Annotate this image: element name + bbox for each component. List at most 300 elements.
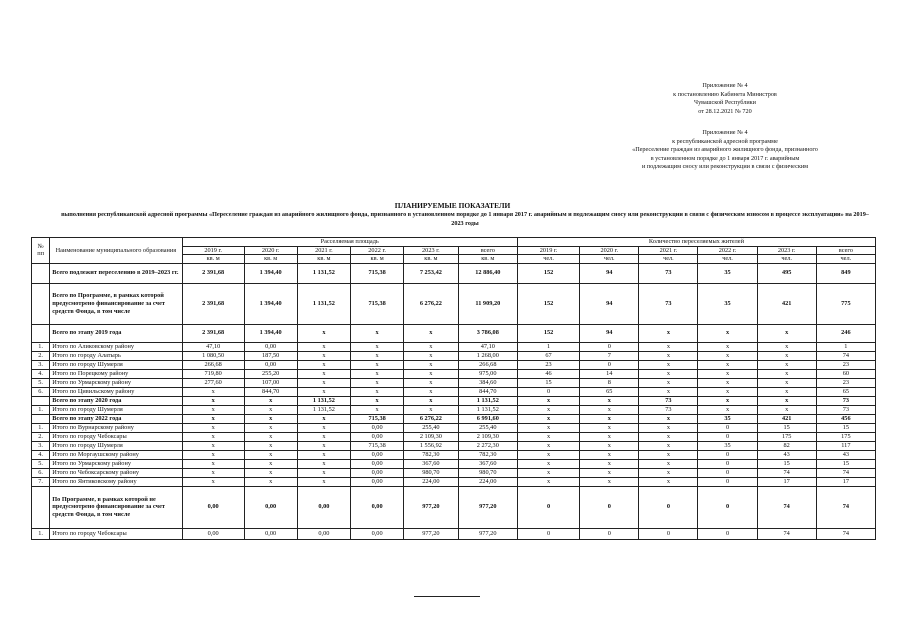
row-value: x xyxy=(403,360,458,369)
row-value: 0 xyxy=(639,528,698,539)
row-value: 0 xyxy=(698,468,757,477)
row-value: 1 080,50 xyxy=(182,351,244,360)
row-value: x xyxy=(403,405,458,414)
table-row xyxy=(32,378,876,387)
row-value: x xyxy=(351,396,404,405)
row-value: 0 xyxy=(698,477,757,486)
row-value: x xyxy=(351,387,404,396)
row-value: x xyxy=(297,369,351,378)
row-value: x xyxy=(757,369,816,378)
table-row xyxy=(32,414,876,423)
row-value: x xyxy=(297,360,351,369)
row-value: 74 xyxy=(816,351,875,360)
row-number xyxy=(32,396,50,405)
row-value: 1 xyxy=(816,342,875,351)
appendix-line: Приложение № 4 xyxy=(702,129,748,136)
table-row xyxy=(32,342,876,351)
row-value: x xyxy=(351,342,404,351)
row-name: Итого по Урмарскому району xyxy=(50,459,182,468)
row-number: 4. xyxy=(32,450,50,459)
row-value: x xyxy=(297,378,351,387)
row-value: 367,60 xyxy=(458,459,517,468)
document-subtitle: выполнения республиканской адресной программы «Переселение граждан из аварийного жилищного фонда, признанного в установленном порядке до 1 января 2017 г. аварийным и подлежащим сносу или реконструкции в связи с физическим износом в процессе эксплуатации» на 2019–2023 годы xyxy=(61,211,869,227)
header-unit: чел. xyxy=(580,255,639,264)
row-value: x xyxy=(580,450,639,459)
row-value: 117 xyxy=(816,441,875,450)
row-value: x xyxy=(297,468,351,477)
row-value: 74 xyxy=(757,486,816,528)
header-year: 2021 г. xyxy=(297,246,351,255)
row-value: 15 xyxy=(757,423,816,432)
appendix-note-decree xyxy=(560,82,890,116)
header-area: Расселяемая площадь xyxy=(182,238,517,247)
row-value: 384,60 xyxy=(458,378,517,387)
row-name: Всего по этапу 2022 года xyxy=(50,414,182,423)
row-value: 73 xyxy=(816,396,875,405)
row-number: 2. xyxy=(32,432,50,441)
header-year: 2020 г. xyxy=(244,246,297,255)
table-row xyxy=(32,486,876,528)
row-value: x xyxy=(244,414,297,423)
row-value: 65 xyxy=(580,387,639,396)
table-row xyxy=(32,351,876,360)
row-value: 715,38 xyxy=(351,283,404,324)
row-value: x xyxy=(517,450,579,459)
row-value: x xyxy=(639,432,698,441)
row-value: 367,60 xyxy=(403,459,458,468)
row-value: 94 xyxy=(580,263,639,283)
row-value: 15 xyxy=(757,459,816,468)
row-value: x xyxy=(580,405,639,414)
row-number: 1. xyxy=(32,342,50,351)
row-value: x xyxy=(297,432,351,441)
row-value: x xyxy=(297,459,351,468)
row-name: Итого по городу Чебоксары xyxy=(50,432,182,441)
header-year: 2022 г. xyxy=(351,246,404,255)
row-value: 980,70 xyxy=(403,468,458,477)
row-value: x xyxy=(580,459,639,468)
row-number: 3. xyxy=(32,441,50,450)
row-value: 7 xyxy=(580,351,639,360)
row-value: 1 131,52 xyxy=(297,283,351,324)
row-value: 0,00 xyxy=(244,486,297,528)
row-value: 35 xyxy=(698,263,757,283)
header-unit: чел. xyxy=(757,255,816,264)
row-value: 0,00 xyxy=(244,360,297,369)
row-value: x xyxy=(351,369,404,378)
row-value: 152 xyxy=(517,324,579,342)
row-value: x xyxy=(244,459,297,468)
header-name: Наименование муниципального образования xyxy=(50,238,182,264)
row-value: 8 xyxy=(580,378,639,387)
header-unit: кв. м xyxy=(182,255,244,264)
row-value: 94 xyxy=(580,324,639,342)
row-value: 0,00 xyxy=(182,528,244,539)
header-unit: кв. м xyxy=(351,255,404,264)
row-value: 0 xyxy=(580,360,639,369)
header-unit: чел. xyxy=(517,255,579,264)
row-value: 255,20 xyxy=(244,369,297,378)
row-value: 1 131,52 xyxy=(297,405,351,414)
appendix-line: и подлежащим сносу или реконструкции в связи с физическим xyxy=(641,163,809,171)
row-value: x xyxy=(580,468,639,477)
row-value: x xyxy=(639,324,698,342)
row-value: x xyxy=(639,369,698,378)
row-value: x xyxy=(244,468,297,477)
row-value: x xyxy=(182,441,244,450)
header-year: всего xyxy=(816,246,875,255)
row-value: 0 xyxy=(580,486,639,528)
row-value: x xyxy=(757,405,816,414)
row-value: 43 xyxy=(757,450,816,459)
row-value: x xyxy=(517,432,579,441)
row-value: x xyxy=(297,324,351,342)
appendix-line: к республиканской адресной программе xyxy=(672,137,778,145)
row-value: 11 909,20 xyxy=(458,283,517,324)
row-number: 2. xyxy=(32,351,50,360)
appendix-line: Приложение № 4 xyxy=(702,82,748,89)
row-value: 1 556,92 xyxy=(403,441,458,450)
row-value: 2 109,30 xyxy=(403,432,458,441)
row-value: 6 276,22 xyxy=(403,283,458,324)
header-year: 2020 г. xyxy=(580,246,639,255)
row-value: 2 109,30 xyxy=(458,432,517,441)
row-value: x xyxy=(182,414,244,423)
row-value: 0,00 xyxy=(182,486,244,528)
row-value: 782,30 xyxy=(403,450,458,459)
row-value: 0 xyxy=(698,432,757,441)
row-value: 782,30 xyxy=(458,450,517,459)
row-value: 15 xyxy=(816,423,875,432)
row-value: 775 xyxy=(816,283,875,324)
row-value: 74 xyxy=(757,528,816,539)
table-row xyxy=(32,441,876,450)
row-value: x xyxy=(297,414,351,423)
row-value: 0,00 xyxy=(351,450,404,459)
row-value: 0 xyxy=(698,528,757,539)
row-value: x xyxy=(580,396,639,405)
row-value: 23 xyxy=(816,360,875,369)
row-value: 277,60 xyxy=(182,378,244,387)
row-value: x xyxy=(182,468,244,477)
row-value: x xyxy=(297,342,351,351)
row-value: 152 xyxy=(517,263,579,283)
row-name: Итого по городу Шумерля xyxy=(50,405,182,414)
row-name: По Программе, в рамках которой не предусмотрено финансирование за счет средств Фонда, в том числе xyxy=(50,486,182,528)
appendix-line: к постановлению Кабинета Министров xyxy=(673,90,777,98)
end-divider xyxy=(414,596,480,597)
row-value: x xyxy=(182,477,244,486)
table-row xyxy=(32,369,876,378)
row-value: x xyxy=(244,477,297,486)
row-value: 0,00 xyxy=(244,342,297,351)
row-value: x xyxy=(698,324,757,342)
row-value: 421 xyxy=(757,283,816,324)
appendix-line: от 28.12.2021 № 720 xyxy=(698,107,752,115)
row-value: x xyxy=(351,405,404,414)
row-value: 74 xyxy=(816,486,875,528)
row-value: 1 xyxy=(517,342,579,351)
row-value: 266,68 xyxy=(458,360,517,369)
row-value: x xyxy=(698,342,757,351)
row-value: 46 xyxy=(517,369,579,378)
appendix-line: «Переселение граждан из аварийного жилищного фонда, признанного xyxy=(632,146,818,154)
appendix-note-program xyxy=(560,129,890,172)
row-value: x xyxy=(244,432,297,441)
row-value: x xyxy=(351,351,404,360)
header-unit: чел. xyxy=(816,255,875,264)
header-unit: кв. м xyxy=(403,255,458,264)
row-value: 47,10 xyxy=(458,342,517,351)
header-year: 2021 г. xyxy=(639,246,698,255)
row-value: x xyxy=(403,396,458,405)
row-number: 3. xyxy=(32,360,50,369)
row-number: 1. xyxy=(32,423,50,432)
row-value: 1 131,52 xyxy=(458,396,517,405)
row-value: 0,00 xyxy=(351,528,404,539)
row-value: 43 xyxy=(816,450,875,459)
row-value: 74 xyxy=(816,528,875,539)
row-value: 1 131,52 xyxy=(297,396,351,405)
row-value: x xyxy=(297,351,351,360)
row-number xyxy=(32,486,50,528)
row-name: Итого по Порецкому району xyxy=(50,369,182,378)
row-number: 5. xyxy=(32,459,50,468)
row-value: 175 xyxy=(757,432,816,441)
row-value: x xyxy=(517,477,579,486)
row-value: x xyxy=(403,324,458,342)
table-row xyxy=(32,459,876,468)
row-value: x xyxy=(698,351,757,360)
row-value: 2 272,30 xyxy=(458,441,517,450)
row-value: 421 xyxy=(757,414,816,423)
row-value: x xyxy=(351,324,404,342)
row-value: 715,38 xyxy=(351,441,404,450)
row-value: 456 xyxy=(816,414,875,423)
document-title: ПЛАНИРУЕМЫЕ ПОКАЗАТЕЛИ xyxy=(394,201,511,210)
row-value: 15 xyxy=(517,378,579,387)
row-name: Всего по этапу 2019 года xyxy=(50,324,182,342)
row-value: 0 xyxy=(517,387,579,396)
table-row xyxy=(32,396,876,405)
row-value: x xyxy=(757,378,816,387)
row-value: 35 xyxy=(698,414,757,423)
row-value: 2 391,68 xyxy=(182,283,244,324)
row-value: x xyxy=(351,360,404,369)
row-name: Итого по Цивильскому району xyxy=(50,387,182,396)
row-value: x xyxy=(757,324,816,342)
row-value: x xyxy=(244,405,297,414)
row-value: x xyxy=(517,441,579,450)
row-value: x xyxy=(403,369,458,378)
row-value: 980,70 xyxy=(458,468,517,477)
row-value: x xyxy=(297,450,351,459)
row-value: 495 xyxy=(757,263,816,283)
row-value: 73 xyxy=(639,405,698,414)
row-value: x xyxy=(639,423,698,432)
row-value: 849 xyxy=(816,263,875,283)
row-name: Итого по Аликовскому району xyxy=(50,342,182,351)
row-value: x xyxy=(639,360,698,369)
row-value: 977,20 xyxy=(403,528,458,539)
row-name: Всего по этапу 2020 года xyxy=(50,396,182,405)
row-value: 73 xyxy=(639,396,698,405)
row-name: Итого по городу Шумерля xyxy=(50,360,182,369)
header-unit: кв. м xyxy=(244,255,297,264)
appendix-line: Чувашской Республики xyxy=(694,99,756,107)
row-value: x xyxy=(182,396,244,405)
row-number xyxy=(32,283,50,324)
row-value: 73 xyxy=(639,263,698,283)
table-row xyxy=(32,324,876,342)
row-value: 3 786,08 xyxy=(458,324,517,342)
row-value: 246 xyxy=(816,324,875,342)
header-unit: чел. xyxy=(639,255,698,264)
row-value: 82 xyxy=(757,441,816,450)
row-value: 107,00 xyxy=(244,378,297,387)
row-value: 0 xyxy=(698,450,757,459)
row-value: 0 xyxy=(517,528,579,539)
row-value: 47,10 xyxy=(182,342,244,351)
row-value: x xyxy=(182,405,244,414)
row-value: x xyxy=(639,342,698,351)
row-value: 977,20 xyxy=(458,528,517,539)
row-name: Итого по Янтиковскому району xyxy=(50,477,182,486)
row-value: 6 991,60 xyxy=(458,414,517,423)
row-value: x xyxy=(297,441,351,450)
row-value: 17 xyxy=(757,477,816,486)
row-value: x xyxy=(244,450,297,459)
row-value: 0,00 xyxy=(351,459,404,468)
row-value: x xyxy=(639,351,698,360)
row-value: x xyxy=(517,414,579,423)
row-number: 1. xyxy=(32,405,50,414)
row-value: 0 xyxy=(639,486,698,528)
row-value: x xyxy=(698,387,757,396)
row-value: x xyxy=(297,477,351,486)
row-value: x xyxy=(757,387,816,396)
row-number: 6. xyxy=(32,387,50,396)
row-value: x xyxy=(639,477,698,486)
header-year: 2023 г. xyxy=(757,246,816,255)
row-value: 65 xyxy=(816,387,875,396)
row-value: 1 394,40 xyxy=(244,263,297,283)
row-value: 1 394,40 xyxy=(244,324,297,342)
header-unit: кв. м xyxy=(297,255,351,264)
header-year: 2023 г. xyxy=(403,246,458,255)
table-row xyxy=(32,360,876,369)
row-number xyxy=(32,324,50,342)
table-row xyxy=(32,432,876,441)
table-row xyxy=(32,450,876,459)
table-body xyxy=(32,263,876,539)
row-name: Итого по городу Шумерля xyxy=(50,441,182,450)
row-value: x xyxy=(517,396,579,405)
table-header-row xyxy=(32,238,876,247)
header-year: 2019 г. xyxy=(517,246,579,255)
row-name: Всего подлежит переселению в 2019–2023 гг. xyxy=(50,263,182,283)
row-value: x xyxy=(244,441,297,450)
row-value: x xyxy=(698,369,757,378)
row-name: Итого по городу Чебоксары xyxy=(50,528,182,539)
row-value: 0 xyxy=(580,528,639,539)
row-value: 975,00 xyxy=(458,369,517,378)
row-value: x xyxy=(580,432,639,441)
row-value: x xyxy=(182,432,244,441)
row-value: 0,00 xyxy=(351,477,404,486)
table-row xyxy=(32,283,876,324)
row-value: x xyxy=(182,387,244,396)
row-value: x xyxy=(297,423,351,432)
row-value: x xyxy=(580,477,639,486)
row-value: x xyxy=(403,342,458,351)
appendix-line: в установленном порядке до 1 января 2017 г. аварийным xyxy=(650,154,800,162)
row-value: 224,00 xyxy=(403,477,458,486)
row-value: 844,70 xyxy=(244,387,297,396)
row-value: x xyxy=(698,378,757,387)
row-number xyxy=(32,263,50,283)
row-value: x xyxy=(351,378,404,387)
row-value: 844,70 xyxy=(458,387,517,396)
row-value: x xyxy=(517,423,579,432)
row-value: 23 xyxy=(816,378,875,387)
row-number: 4. xyxy=(32,369,50,378)
row-value: 224,00 xyxy=(458,477,517,486)
table-row xyxy=(32,387,876,396)
header-year: 2019 г. xyxy=(182,246,244,255)
row-value: x xyxy=(698,405,757,414)
row-number: 1. xyxy=(32,528,50,539)
row-value: 266,68 xyxy=(182,360,244,369)
row-value: 175 xyxy=(816,432,875,441)
row-value: 12 886,40 xyxy=(458,263,517,283)
row-value: 1 268,00 xyxy=(458,351,517,360)
table-row xyxy=(32,477,876,486)
row-number: 6. xyxy=(32,468,50,477)
row-value: 2 391,68 xyxy=(182,263,244,283)
row-number xyxy=(32,414,50,423)
row-value: 15 xyxy=(816,459,875,468)
row-value: 0 xyxy=(698,423,757,432)
row-value: x xyxy=(182,450,244,459)
row-value: x xyxy=(580,441,639,450)
row-value: x xyxy=(403,378,458,387)
row-value: 35 xyxy=(698,441,757,450)
row-value: x xyxy=(182,459,244,468)
row-name: Итого по Моргаушскому району xyxy=(50,450,182,459)
row-name: Итого по городу Алатырь xyxy=(50,351,182,360)
row-value: 255,40 xyxy=(403,423,458,432)
row-value: x xyxy=(639,378,698,387)
row-value: x xyxy=(757,360,816,369)
row-value: x xyxy=(757,396,816,405)
header-unit: чел. xyxy=(698,255,757,264)
row-value: 0,00 xyxy=(297,486,351,528)
row-number: 5. xyxy=(32,378,50,387)
table-row xyxy=(32,423,876,432)
table-row xyxy=(32,263,876,283)
row-value: x xyxy=(403,387,458,396)
row-value: 94 xyxy=(580,283,639,324)
row-value: 0 xyxy=(580,342,639,351)
row-value: x xyxy=(517,468,579,477)
row-value: 0,00 xyxy=(351,468,404,477)
row-value: 73 xyxy=(816,405,875,414)
row-value: x xyxy=(698,360,757,369)
header-unit: кв. м xyxy=(458,255,517,264)
row-value: 255,40 xyxy=(458,423,517,432)
row-value: 719,80 xyxy=(182,369,244,378)
